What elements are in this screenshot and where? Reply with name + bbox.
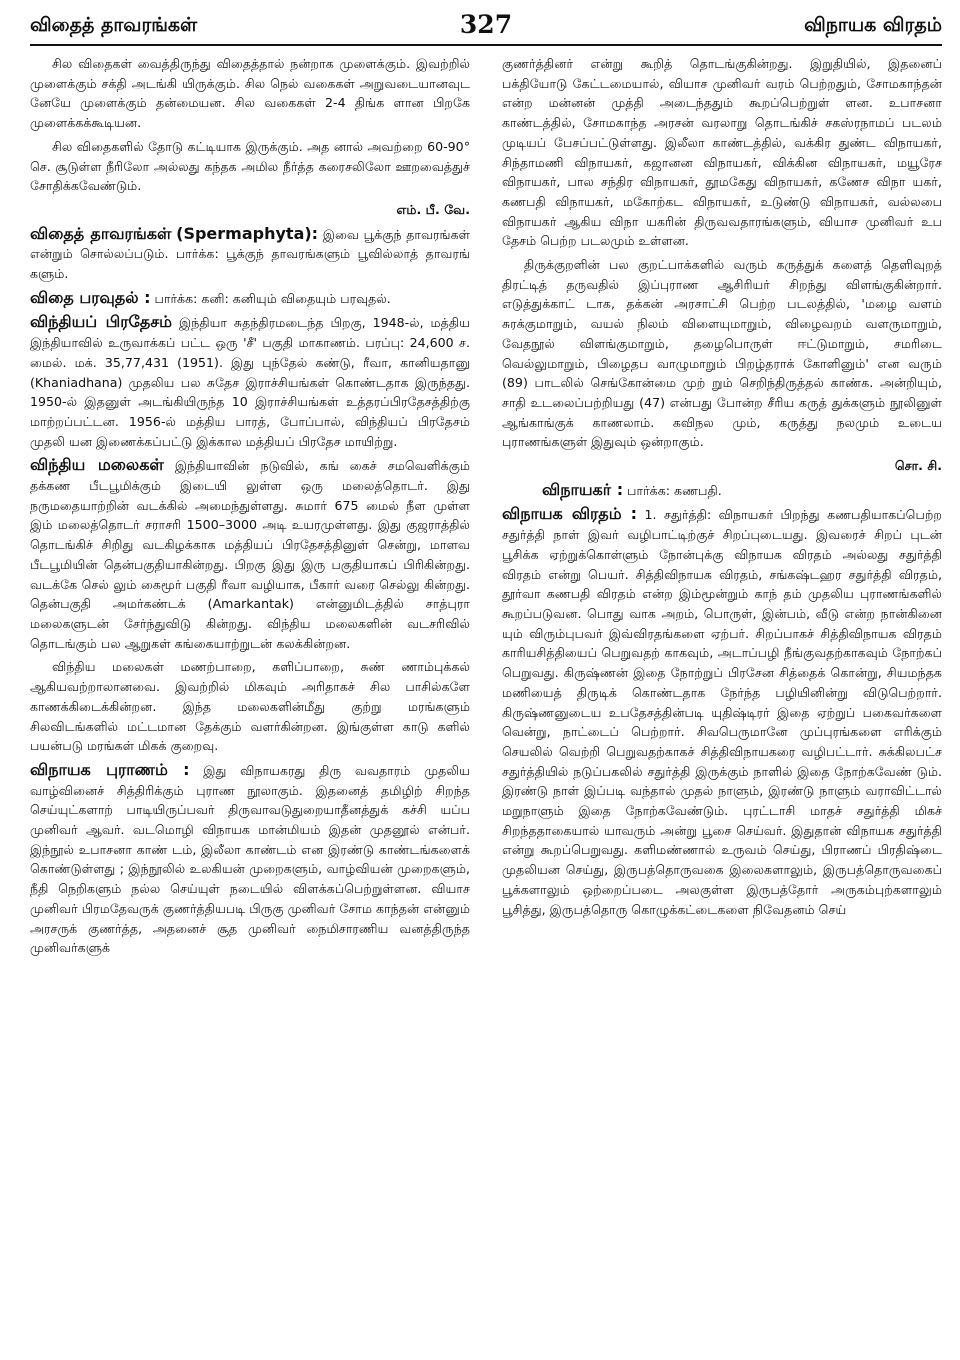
running-head [30,10,942,46]
text-columns [30,54,942,1350]
entry-body: பார்க்க: கணபதி. [627,482,722,498]
entry-body: 1. சதுர்த்தி: விநாயகர் பிறந்து கணபதியாகப்பெற்ற சதுர்த்தி நாள் இவர் வழிபாட்டிற்குச் சிறப்புடையது. இவரைச் சிறப் புடன் பூசிக்க ஏற்றுக்கொள்ளும் நோன்புக்கு விநாயக விரதம் அல்லது சதுர்த்தி விரதம் என்று பெயர். சித்திவிநாயக விரதம், சங்கஷ்டஹர சதுர்த்தி விரதம், தூர்வா கணபதி விரதம் என்ற இம்மூன்றும் காந் தம் முதலிய புராணங்களில் கூறப்படுவன. பொது வாக அறம், பொருள், இன்பம், வீடு என்ற நான்கினை யும் விரும்புபவர் இவ்விரதங்களை ஏற்பர். சிறப்பாகச் சித்திவிநாயக விரதம் காரியசித்தியைப் பெறுவதற் காகவும், அடாப்பழி நீங்குவதற்காகவும் நோற்கப் பெறுவது. கிருஷ்ணன் இதை நோற்றுப் பிரசேன சித்தைக் கொன்று, சியமந்தக மணியைத் திருடிக் கொண்டதாக நேர்ந்த பழியினின்று விடுபெற்றார். கிருஷ்ணனுடைய உபதேசத்தின்படி யுதிஷ்டிரர் இதை ஏற்றுப் பகைவர்களை வென்று, நாட்டைப் பெற்றார். சிவபெருமானே முப்புரங்களை எரிக்கும் செயலில் வெற்றி பெறுவதற்காகச் சித்திவிநாயகரை வழிபட்டார். சுக்கிலபட்ச சதுர்த்தியில் நடுப்பகலில் சதுர்த்தி இருக்கும் நாளில் இதை நோற்கவேண் டும். இரண்டு நாள் இப்படி வந்தால் முதல் நாளும், இரண்டு நாளும் வராவிட்டால் மறுநாளும் இதை நோற்கவேண்டும். புரட்டாசி மாதச் சதுர்த்தி மிகச் சிறந்ததாகையால் யாவரும் அன்று பூசை செய்வர். இதுதான் விநாயக சதுர்த்தி என்று கூறப்பெறுவது. களிமண்ணால் உருவம் செய்து, பிராணப் பிரதிஷ்டை முதலியன செய்து, இருபத்தொருவகை இலைகளாலும், இருபத்தொருவகைப் பூக்களாலும் ஒற்றைப்படை அலகுள்ள இருபத்தோர் அருகம்புற்களாலும் பூசித்து, இருபத்தொரு கொழுக்கட்டைகளை நிவேதனம் செய் [502,507,942,917]
paragraph: விந்திய மலைகள் மணற்பாறை, களிப்பாறை, சுண் ணாம்புக்கல் ஆகியவற்றாலானவை. இவற்றில் மிகவும் அரிதாகச் சில பாசில்களே காணக்கிடைக்கின்றன. இந்த மலைகளின்மீது குற்று மரங்களும் சிலவிடங்களில் மட்டமான தேக்கும் வளர்கின்றன. இங்குள்ள காடு களில் பயன்படு மரங்கள் மிகக் குறைவு. [30,659,470,754]
page-number: 327 [459,10,513,39]
entry-headword: விந்திய மலைகள் [30,455,164,475]
author-initials: சொ. சி. [894,458,942,474]
right-column [502,54,942,1350]
entry-vinayaka-puranam [30,760,470,958]
entry-body: இந்தியா சுதந்திரமடைந்த பிறகு, 1948-ல், மத்திய இந்தியாவில் உருவாக்கப் பட்ட ஒரு 'சீ' பகுதி மாகாணம். பரப்பு: 24,600 ச. மைல். மக். 35,77,431 (1951). இது புந்தேல் கண்டு, ரீவா, கானியதானு (Khaniadhana) முதலிய பல சுதேச இராச்சியங்கள் கொண்டதாக இருந்தது. 1950-ல் இதனுள் அடங்கியிருந்த 10 இராச்சியங்கள் உத்தரப்பிரதேசத்திற்கு மாற்றப்பட்டன. 1956-ல் மத்திய பாரத், போப்பால், விந்தியப் பிரதேசம் முதலி யன இணைக்கப்பட்டு இக்கால மத்தியப் பிரதேச மாயிற்று. [30,315,470,449]
entry-headword: விநாயகர் : [542,479,624,499]
entry-headword: விநாயக விரதம் : [502,504,638,524]
entry-headword: விநாயக புராணம் : [30,759,190,779]
header-right-guideword: விநாயக விரதம் [804,14,942,36]
entry-body: இந்தியாவின் நடுவில், கங் கைச் சமவெளிக்கும் தக்கண பீடபூமிக்கும் இடையி லுள்ள ஒரு மலைத்தொடர். இது நருமதையாற்றின் வடக்கில் அமைந்துள்ளது. சுமார் 675 மைல் நீள முள்ள இம் மலைத்தொடர் சராசரி 1500–3000 அடி உயரமுள்ளது. இது குஜராத்தில் தொடங்கிச் சிறிது வடகிழக்காக மத்தியப் பிரதேசத்தினுள் சென்று, மாளவ பீடபூமியின் தென்பகுதியாகின்றது. பிறகு இது இரு பகுதியாகப் பிரிகின்றது. வடக்கே செல் லும் கைமூர் பகுதி ரீவா வழியாக, பீகார் வரை செல்லு கின்றது. தென்பகுதி அமர்கண்டக் (Amarkantak) என்னுமிடத்தில் சாத்புரா மலைகளுடன் சேர்ந்துவிடு கின்றது. விந்திய மலைகளின் வடசரிவில் தொடங்கும் பல ஆறுகள் கங்கையாற்றுடன் கலக்கின்றன. [30,458,470,651]
entry-latin-name: (Spermaphyta): [176,223,319,243]
paragraph: திருக்குறளின் பல குறட்பாக்களில் வரும் கருத்துக் களைத் தெளிவுறத் திரட்டித் தருவதில் இப்புராண ஆசிரியர் சிறந்து விளங்குகின்றார். எடுத்துக்காட் டாக, தக்கன் அரசாட்சி பெற்ற படலத்தில், 'மழை வளம் சுரக்குமாறும், வயல் நிலம் விளையுமாறும், விழைவறம் வளருமாறும், வேதநூல் விளங்குமாறும், தழைபொருள் ஈட்டுமாறும், சமரிடை வெல்லுமாறும், பிழைதப வாழுமாறும் பிறழ்தராக் கோளினும்' என வரும் (89) பாடலில் செங்கோன்மை முற் றும் செறிந்திருத்தல் காண்க. அன்றியும், சாதி உடலைப்பற்றியது (47) என்பது போன்ற சீரிய கருத் துக்களும் நூலினுள் ஆங்காங்குக் காணலாம். கவிநல மும், கருத்து நலமும் உடைய புராணங்களுள் இதுவும் ஒன்றாகும். [502,257,942,450]
author-signature [30,200,470,220]
entry-vindhya-pradesh [30,312,470,451]
author-signature [502,456,942,476]
paragraph-text: சில விதைகளில் தோடு கட்டியாக இருக்கும். அத னால் அவற்றை 60-90° செ. சூடுள்ள நீரிலோ அல்லது கந்தக அமில நீர்த்த கரைசலிலோ ஊறவைத்துச் சோதிக்கவேண்டும். [30,138,470,194]
entry-body: இது விநாயகரது திரு வவதாரம் முதலிய வாழ்வினைச் சித்திரிக்கும் புராண நூலாகும். இதனைத் தமிழிற் சிறந்த செய்யுட்களாற் பாடியிருப்பவர் திருவாவடுதுறையாதீனத்துக் கச்சி யப்ப முனிவர் ஆவர். வடமொழி விநாயக மான்மியம் இதன் முதனூல் என்பர். இந்நூல் உபாசனா காண் டம், இலீலா காண்டம் என இரண்டு காண்டங்களைக் கொண்டுள்ளது ; இந்நூலில் உலகியன் முறைகளும், வாழ்வியன் முறைகளும், நீதி நெறிகளும் நல்ல செய்யுள் நடையில் விளக்கப்பெற்றுள்ளன. வியாச முனிவர் பிரமதேவருக் குணர்த்தியபடி பிருகு முனிவர் சோம காந்தன் என்னும் அரசருக் குணர்த்த, அதனைச் சூத முனிவர் நைமிசாரணிய வனத்திருந்த முனிவர்களுக் [30,762,470,956]
entry-body: பார்க்க: கனி: கனியும் விதையும் பரவுதல். [154,290,391,306]
left-column [30,54,470,1350]
entry-body: இவை பூக்குந் தாவரங்கள் என்றும் சொல்லப்படும். பார்க்க: பூக்குந் தாவரங்களும் பூவில்லாத் தாவரங் களும். [30,226,470,282]
paragraph [30,137,470,196]
entry-headword: விதைத் தாவரங்கள் [30,223,172,243]
header-left-guideword: விதைத் தாவரங்கள் [30,14,198,36]
entry-seed-dispersal [30,288,470,309]
paragraph: குணர்த்தினர் என்று கூறித் தொடங்குகின்றது. இறுதியில், இதனைப் பக்தியோடு கேட்டமையால், வியாச முனிவர் வரம் பெற்றதும், சோமகாந்தன் என்ற மன்னன் முத்தி அடைந்ததும் கூறப்பெற்றுள் ளன. உபாசனா காண்டத்தில், சோமகாந்த அரசன் வரலாறு தொடங்கிச் சகஸ்ரநாமப் படலம் முடியப் பேசப்பட்டுள்ளது. இலீலா காண்டத்தில், வக்கிர துண்ட விநாயகர், சிந்தாமணி விநாயகர், கஜானன விநாயகர், விக்கின விநாயகர், மயூரேச விநாயகர், பால சந்திர விநாயகர், தூமகேது விநாயகர், கணேச விநா யகர், கணபதி விநாயகர், மகோற்கட விநாயகர், உடுண்டு விநாயகர், வல்லபை விநாயகர் ஆகிய விநா யகரின் திருவவதாரங்களும், வியாச முனிவர் உப தேசம் பெற்ற படலமும் உள்ளன. [502,56,942,249]
author-initials: எம். பீ. வே. [396,201,470,217]
entry-vinayakar [502,480,942,501]
entry-vinayaka-viratham [502,504,942,919]
paragraph: சில விதைகள் வைத்திருந்து விதைத்தால் நன்றாக முளைக்கும். இவற்றில் முளைக்கும் சக்தி அடங்கி யிருக்கும். சில நெல் வகைகள் அறுவடையானவுட னேயே முளைக்கும் தன்மையன. சில வகைகள் 2-4 திங்க ளான பிறகே முளைக்கக்கூடியன. [30,56,470,131]
entry-vindhya-range [30,455,470,653]
encyclopedia-page [30,10,942,1350]
entry-headword: விந்தியப் பிரதேசம் [30,312,173,332]
entry-headword: விதை பரவுதல் : [30,287,151,307]
entry-spermaphyta [30,224,470,284]
